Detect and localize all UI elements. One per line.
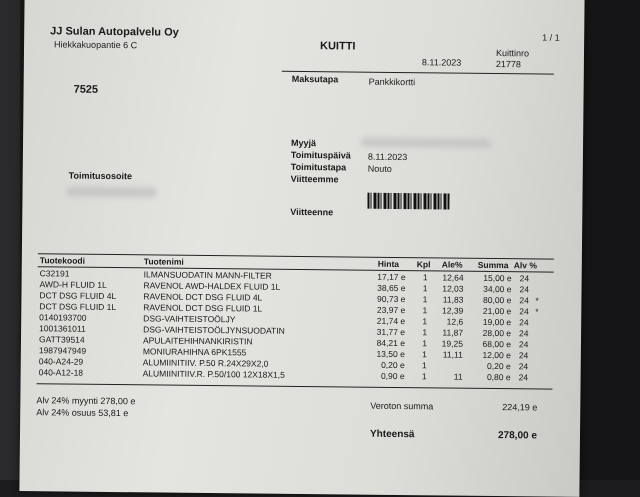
cell-name: MONIURAHIHNA 6PK1555 <box>143 346 247 358</box>
cell-price: 84,21 e <box>363 338 405 349</box>
cell-name: RAVENOL DCT DSG FLUID 4L <box>143 291 262 303</box>
your-reference-label: Viitteenne <box>290 207 333 217</box>
header-code: Tuotekoodi <box>40 255 85 266</box>
grand-total-label: Yhteensä <box>370 429 415 440</box>
receipt-paper <box>19 0 584 497</box>
cell-vat: 24 <box>519 306 529 317</box>
cell-discount: 11,87 <box>433 327 463 338</box>
cell-qty: 1 <box>413 316 427 327</box>
redacted-seller <box>361 138 491 148</box>
document-title: KUITTI <box>320 40 356 52</box>
cell-qty: 1 <box>413 294 427 305</box>
cell-vat: 24 <box>520 273 530 284</box>
payment-value: Pankkikortti <box>369 77 416 87</box>
cell-name: ALUMIINITIIV. P.50 R.24X29X2,0 <box>143 357 269 369</box>
cell-qty: 1 <box>413 349 427 360</box>
cell-name: RAVENOL DCT DSG FLUID 1L <box>143 302 262 314</box>
cell-qty: 1 <box>413 305 427 316</box>
cell-price: 90,73 e <box>363 294 405 305</box>
header-price: Hinta <box>378 259 399 270</box>
cell-sum: 15,00 e <box>472 273 512 284</box>
cell-name: DSG-VAIHTEISTOÖLJYNSUODATIN <box>143 324 285 336</box>
cell-vat: 24 <box>519 350 529 361</box>
cell-discount: 11,11 <box>433 349 463 360</box>
cell-discount: 12,39 <box>433 305 463 316</box>
cell-mark: * <box>535 295 538 306</box>
cell-code: C32191 <box>40 268 70 279</box>
cell-mark: * <box>535 306 538 317</box>
net-total-label: Veroton summa <box>370 401 433 412</box>
cell-name: ALUMIINITIIV.R. P.50/100 12X18X1,5 <box>143 368 285 380</box>
cell-code: 1001361011 <box>39 323 86 334</box>
delivery-date: 8.11.2023 <box>368 152 407 162</box>
cell-code: DCT DSG FLUID 4L <box>39 290 116 302</box>
cell-code: AWD-H FLUID 1L <box>40 279 107 291</box>
cell-vat: 24 <box>519 328 529 339</box>
cell-discount: 11,83 <box>433 294 463 305</box>
cell-qty: 1 <box>413 283 427 294</box>
barcode <box>367 193 449 210</box>
vat-share: Alv 24% osuus 53,81 e <box>36 407 128 418</box>
cell-price: 38,65 e <box>363 283 405 294</box>
cell-sum: 12,00 e <box>471 350 511 361</box>
cell-sum: 34,00 e <box>471 284 511 295</box>
header-vat: Alv % <box>514 260 537 271</box>
table-bottom-rule <box>37 383 553 389</box>
vat-sales: Alv 24% myynti 278,00 e <box>36 395 135 406</box>
cell-qty: 1 <box>413 338 427 349</box>
cell-code: GATT39514 <box>39 334 85 345</box>
header-sum: Summa <box>478 260 509 271</box>
cell-sum: 68,00 e <box>471 339 511 350</box>
receipt-number-label: Kuittinro <box>496 48 529 58</box>
cell-price: 0,90 e <box>363 371 405 382</box>
receipt-number: 21778 <box>496 59 521 69</box>
cell-sum: 19,00 e <box>471 317 511 328</box>
cell-vat: 24 <box>519 372 529 383</box>
page-number: 1 / 1 <box>542 33 560 43</box>
background-left <box>0 0 20 480</box>
delivery-address-label: Toimitusosoite <box>69 171 132 182</box>
cell-discount: 12,64 <box>434 272 464 283</box>
cell-price: 0,20 e <box>363 360 405 371</box>
net-total-value: 224,19 e <box>502 402 537 412</box>
cell-price: 31,77 e <box>363 327 405 338</box>
cell-vat: 24 <box>519 361 529 372</box>
cell-sum: 21,00 e <box>471 306 511 317</box>
cell-discount: 19,25 <box>433 338 463 349</box>
cell-sum: 28,00 e <box>471 328 511 339</box>
cell-code: 1987947949 <box>39 345 86 356</box>
cell-sum: 0,80 e <box>471 372 511 383</box>
our-reference-label: Viitteemme <box>291 174 339 185</box>
cell-name: RAVENOL AWD-HALDEX FLUID 1L <box>143 280 280 292</box>
cell-discount: 12,6 <box>433 316 463 327</box>
cell-name: DSG-VAIHTEISTOÖLJY <box>143 313 235 325</box>
cell-code: 040-A12-18 <box>39 367 84 378</box>
customer-number: 7525 <box>74 84 99 96</box>
cell-price: 13,50 e <box>363 349 405 360</box>
cell-code: 0140193700 <box>39 312 86 323</box>
cell-discount: 11 <box>433 371 463 382</box>
cell-qty: 1 <box>413 327 427 338</box>
seller-label: Myyjä <box>291 138 316 148</box>
cell-vat: 24 <box>519 339 529 350</box>
grand-total-value: 278,00 e <box>498 430 537 441</box>
cell-price: 23,97 e <box>363 305 405 316</box>
cell-code: 040-A24-29 <box>39 356 84 367</box>
cell-name: APULAITEHIHNANKIRISTIN <box>143 335 253 347</box>
company-name: JJ Sulan Autopalvelu Oy <box>50 25 179 38</box>
cell-qty: 1 <box>413 360 427 371</box>
company-street: Hiekkakuopantie 6 C <box>54 39 137 50</box>
cell-sum: 0,20 e <box>471 361 511 372</box>
redacted-address <box>66 187 156 198</box>
delivery-method-label: Toimitustapa <box>291 162 346 173</box>
cell-name: ILMANSUODATIN MANN-FILTER <box>144 269 272 281</box>
cell-vat: 24 <box>519 317 529 328</box>
header-discount: Ale% <box>442 259 463 270</box>
cell-qty: 1 <box>414 272 428 283</box>
document-date: 8.11.2023 <box>422 57 461 67</box>
cell-price: 21,74 e <box>363 316 405 327</box>
header-qty: Kpl <box>417 259 431 270</box>
cell-vat: 24 <box>519 295 529 306</box>
cell-qty: 1 <box>413 371 427 382</box>
delivery-date-label: Toimituspäivä <box>291 150 351 161</box>
cell-code: DCT DSG FLUID 1L <box>39 301 116 313</box>
delivery-method: Nouto <box>368 164 392 174</box>
payment-label: Maksutapa <box>292 74 339 84</box>
header-name: Tuotenimi <box>144 256 184 267</box>
cell-price: 17,17 e <box>364 272 406 283</box>
cell-vat: 24 <box>519 284 529 295</box>
cell-sum: 80,00 e <box>471 295 511 306</box>
cell-discount: 12,03 <box>433 283 463 294</box>
